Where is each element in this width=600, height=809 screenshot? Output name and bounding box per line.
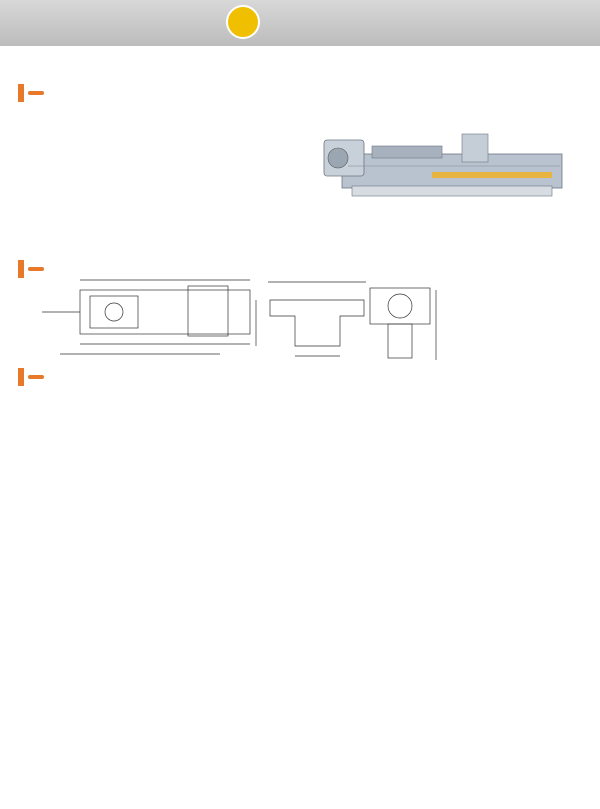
installation-drawing — [20, 260, 460, 364]
spec-table — [18, 590, 584, 616]
page-header — [0, 0, 600, 46]
section-tech-heading — [18, 366, 44, 388]
product-photo — [312, 126, 580, 214]
brand-logo — [226, 5, 260, 39]
dimension-table — [18, 396, 584, 414]
section-intro-heading — [18, 82, 44, 104]
